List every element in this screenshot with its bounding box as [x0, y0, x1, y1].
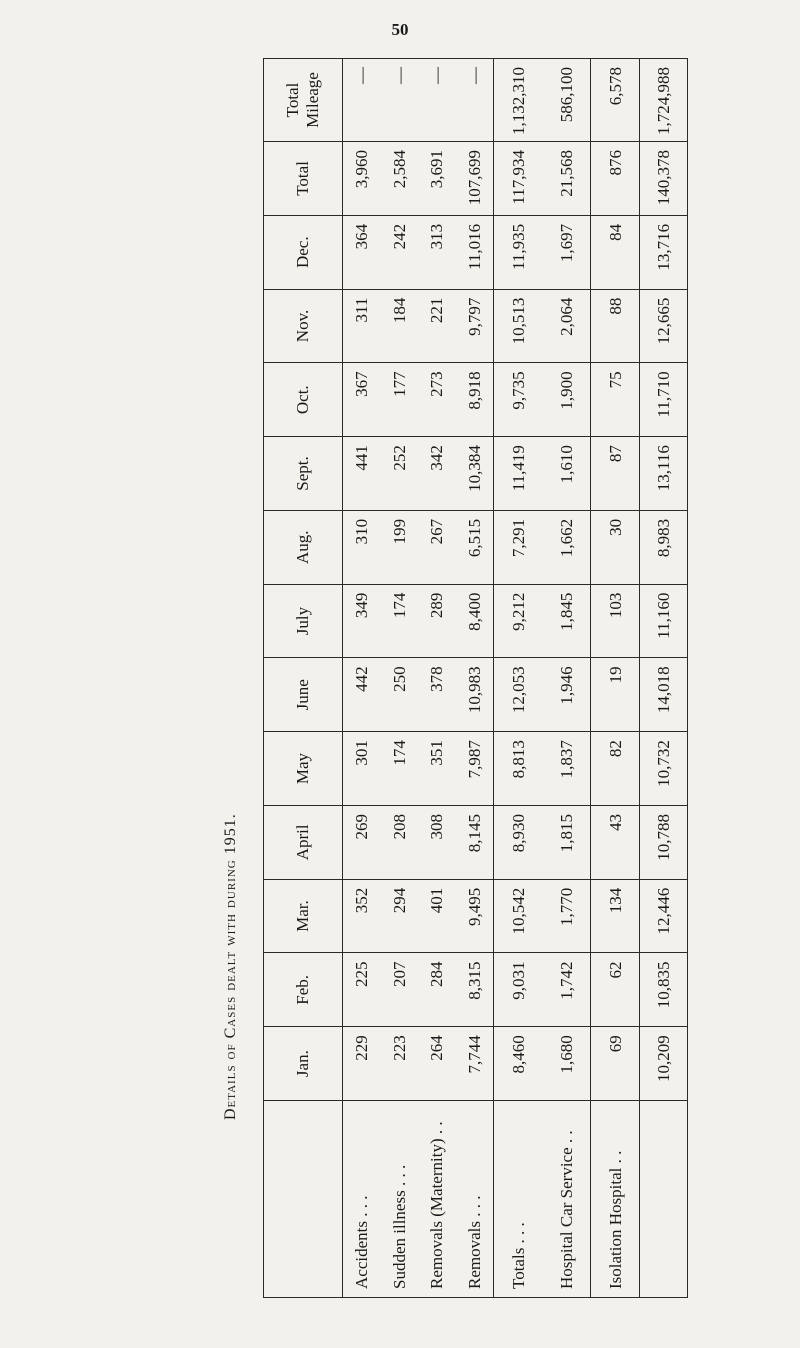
cell-value: 62 [605, 961, 625, 979]
column-header: Dec. [264, 215, 343, 289]
month-cell [343, 732, 494, 806]
cell-value: 43 [605, 813, 625, 831]
cell-value: 8,460 [508, 1035, 528, 1074]
cell-value: 174 [389, 740, 409, 766]
cell-value: 9,797 [464, 297, 484, 336]
cell-value: 3,691 [427, 150, 447, 189]
grand-total-total: 140,378 [640, 142, 688, 216]
month-cell [494, 879, 591, 953]
grand-total-label [640, 1101, 688, 1298]
month-cell [494, 289, 591, 363]
cell-value: 9,495 [464, 887, 484, 926]
cell-value: 289 [427, 592, 447, 619]
table-row [343, 59, 494, 1298]
cell-value: 1,815 [556, 813, 576, 853]
cases-table [263, 58, 688, 1298]
month-cell [591, 215, 640, 289]
cell-value: 134 [605, 887, 625, 914]
cell-value: Removals (Maternity) . . [427, 1121, 447, 1289]
cell-value: Sudden illness . . . [389, 1164, 409, 1289]
cell-value: 273 [427, 371, 447, 397]
cell-value: 1,845 [556, 592, 576, 631]
cell-value: 21,568 [556, 150, 576, 197]
column-header: June [264, 658, 343, 732]
column-header: Nov. [264, 289, 343, 363]
cell-value: Totals . . . [508, 1222, 528, 1289]
cell-value: 11,419 [508, 445, 528, 492]
month-cell [591, 437, 640, 511]
cell-value: 7,744 [464, 1035, 484, 1074]
cell-value: 184 [389, 297, 409, 324]
month-cell [343, 363, 494, 437]
grand-total-cell: 10,788 [640, 805, 688, 879]
column-header: July [264, 584, 343, 658]
cell-value: 441 [352, 445, 372, 471]
cell-value: 9,212 [508, 592, 528, 631]
month-cell [591, 289, 640, 363]
cell-value: 11,016 [464, 223, 484, 270]
cell-value: 8,813 [508, 740, 528, 779]
month-cell [591, 805, 640, 879]
cell-value: 117,934 [508, 150, 528, 205]
cell-value: 267 [427, 518, 447, 545]
cell-value: 252 [389, 445, 409, 471]
mileage-cell [494, 59, 591, 142]
cell-value: 1,132,310 [508, 67, 528, 135]
month-cell [494, 805, 591, 879]
cell-value: 342 [427, 445, 447, 471]
page-number: 50 [391, 20, 409, 39]
month-cell [494, 1027, 591, 1101]
cell-value: Removals . . . [464, 1195, 484, 1289]
month-cell [591, 953, 640, 1027]
cell-value: 8,930 [508, 813, 528, 853]
header-row [264, 59, 343, 1298]
cell-value: 7,987 [464, 740, 484, 779]
cell-value: 221 [427, 297, 447, 324]
cell-value: 2,584 [389, 150, 409, 189]
cell-value: 401 [427, 887, 447, 914]
cell-value: 1,610 [556, 445, 576, 484]
month-cell [494, 363, 591, 437]
cell-value: — [352, 67, 372, 84]
grand-total-cell: 12,446 [640, 879, 688, 953]
month-cell [343, 1027, 494, 1101]
month-cell [494, 584, 591, 658]
cell-value: 352 [352, 887, 372, 914]
cell-value: 9,735 [508, 371, 528, 410]
month-cell [494, 658, 591, 732]
month-cell [343, 879, 494, 953]
cell-value: 199 [389, 518, 409, 545]
row-labels [343, 1101, 494, 1298]
month-cell [591, 363, 640, 437]
cell-value: 378 [427, 666, 447, 692]
cell-value: 1,837 [556, 740, 576, 779]
cell-value: — [389, 67, 409, 84]
grand-total-cell: 10,732 [640, 732, 688, 806]
cell-value: 313 [427, 223, 447, 250]
column-header: Total [264, 142, 343, 216]
month-cell [591, 658, 640, 732]
cell-value: 10,542 [508, 887, 528, 935]
cell-value: 294 [389, 887, 409, 914]
cell-value: 364 [352, 223, 372, 250]
month-cell [343, 215, 494, 289]
cell-value: 311 [352, 297, 372, 323]
cell-value: 8,918 [464, 371, 484, 410]
total-cell [343, 142, 494, 216]
mileage-cell [343, 59, 494, 142]
cell-value: 229 [352, 1035, 372, 1061]
month-cell [343, 437, 494, 511]
month-cell [343, 510, 494, 584]
cell-value: 30 [605, 518, 625, 536]
cell-value: — [464, 67, 484, 84]
cell-value: 84 [605, 223, 625, 241]
grand-total-cell: 10,209 [640, 1027, 688, 1101]
cell-value: 75 [605, 371, 625, 389]
column-header: Jan. [264, 1027, 343, 1101]
cell-value: 6,515 [464, 518, 484, 558]
month-cell [343, 805, 494, 879]
row-labels [591, 1101, 640, 1298]
cell-value: Isolation Hospital . . [605, 1150, 625, 1289]
cell-value: 225 [352, 961, 372, 987]
cell-value: 269 [352, 813, 372, 840]
cell-value: 3,960 [352, 150, 372, 189]
column-header: Mar. [264, 879, 343, 953]
column-header: May [264, 732, 343, 806]
cell-value: 1,680 [556, 1035, 576, 1074]
table-row [591, 59, 640, 1298]
column-header: Feb. [264, 953, 343, 1027]
grand-total-cell: 12,665 [640, 289, 688, 363]
cell-value: 310 [352, 518, 372, 545]
grand-total-cell: 14,018 [640, 658, 688, 732]
cell-value: 284 [427, 961, 447, 987]
table-rotated [263, 58, 673, 1298]
cell-value: 10,384 [464, 445, 484, 492]
cell-value: 19 [605, 666, 625, 684]
cell-value: 1,946 [556, 666, 576, 705]
cell-value: 242 [389, 223, 409, 250]
cell-value: 2,064 [556, 297, 576, 336]
cell-value: 1,697 [556, 223, 576, 263]
cell-value: 586,100 [556, 67, 576, 123]
cell-value: 207 [389, 961, 409, 987]
cell-value: 264 [427, 1035, 447, 1061]
cell-value: 10,983 [464, 666, 484, 714]
cell-value: 88 [605, 297, 625, 315]
column-header: Total Mileage [264, 59, 343, 142]
cell-value: 12,053 [508, 666, 528, 714]
cell-value: 6,578 [605, 67, 625, 106]
page-title: Details of Cases dealt with during 1951. [222, 813, 239, 1120]
month-cell [591, 732, 640, 806]
grand-total-mileage: 1,724,988 [640, 59, 688, 142]
cell-value: 11,935 [508, 223, 528, 270]
cell-value: 349 [352, 592, 372, 619]
cell-value: 1,742 [556, 961, 576, 1000]
grand-total-cell: 13,716 [640, 215, 688, 289]
row-labels [494, 1101, 591, 1298]
cell-value: 107,699 [464, 150, 484, 206]
cell-value: 442 [352, 666, 372, 692]
cell-value: 223 [389, 1035, 409, 1061]
cell-value: Accidents . . . [352, 1195, 372, 1289]
cell-value: 82 [605, 740, 625, 758]
cell-value: 87 [605, 445, 625, 463]
cell-value: 351 [427, 740, 447, 766]
cell-value: 10,513 [508, 297, 528, 345]
total-cell [591, 142, 640, 216]
grand-total-cell: 8,983 [640, 510, 688, 584]
cell-value: 174 [389, 592, 409, 619]
cell-value: — [427, 67, 447, 84]
header-blank [264, 1101, 343, 1298]
table-wrap [263, 58, 673, 1298]
cell-value: Hospital Car Service . . [556, 1130, 576, 1289]
cell-value: 208 [389, 813, 409, 840]
cell-value: 367 [352, 371, 372, 397]
month-cell [343, 289, 494, 363]
month-cell [591, 1027, 640, 1101]
total-cell [494, 142, 591, 216]
month-cell [494, 510, 591, 584]
column-header: Oct. [264, 363, 343, 437]
cell-value: 8,315 [464, 961, 484, 1000]
month-cell [494, 437, 591, 511]
column-header: April [264, 805, 343, 879]
cell-value: 69 [605, 1035, 625, 1053]
cell-value: 1,770 [556, 887, 576, 926]
cell-value: 103 [605, 592, 625, 619]
month-cell [343, 658, 494, 732]
month-cell [591, 879, 640, 953]
grand-total-cell: 11,160 [640, 584, 688, 658]
cell-value: 8,400 [464, 592, 484, 631]
month-cell [343, 953, 494, 1027]
cell-value: 177 [389, 371, 409, 397]
month-cell [343, 584, 494, 658]
column-header: Aug. [264, 510, 343, 584]
month-cell [494, 732, 591, 806]
cell-value: 876 [605, 150, 625, 176]
cell-value: 9,031 [508, 961, 528, 1000]
cell-value: 1,900 [556, 371, 576, 410]
month-cell [591, 584, 640, 658]
mileage-cell [591, 59, 640, 142]
month-cell [591, 510, 640, 584]
cell-value: 7,291 [508, 518, 528, 558]
grand-total-row [640, 59, 688, 1298]
table-row [494, 59, 591, 1298]
cell-value: 308 [427, 813, 447, 840]
cell-value: 8,145 [464, 813, 484, 853]
cell-value: 301 [352, 740, 372, 766]
column-header: Sept. [264, 437, 343, 511]
grand-total-cell: 11,710 [640, 363, 688, 437]
grand-total-cell: 13,116 [640, 437, 688, 511]
cell-value: 250 [389, 666, 409, 692]
grand-total-cell: 10,835 [640, 953, 688, 1027]
month-cell [494, 215, 591, 289]
cell-value: 1,662 [556, 518, 576, 558]
month-cell [494, 953, 591, 1027]
